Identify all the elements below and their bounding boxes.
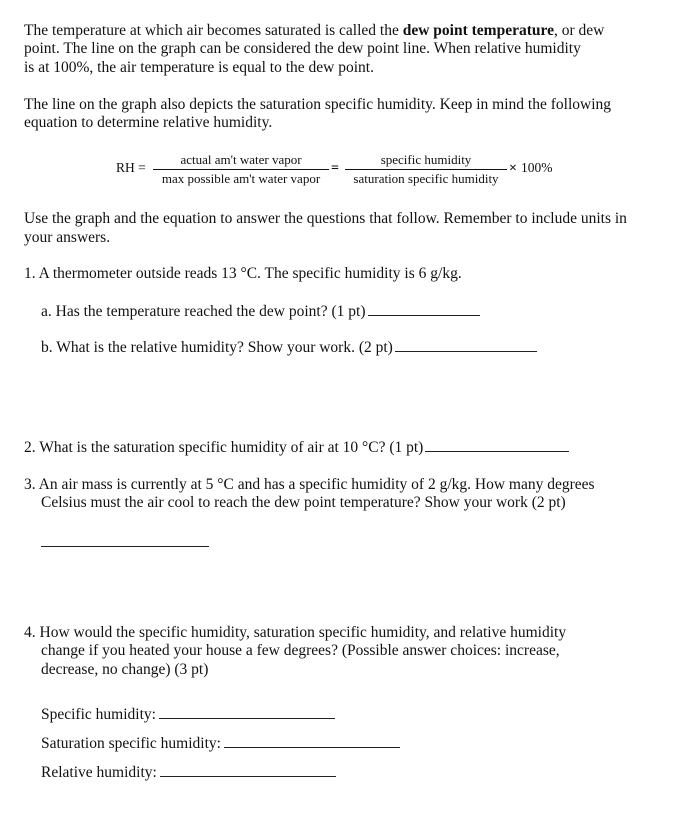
- fraction-1-denominator: max possible am't water vapor: [161, 171, 321, 186]
- question-3-line-2: Celsius must the air cool to reach the dew point temperature? Show your work (2 pt): [41, 494, 566, 511]
- relative-humidity-row: [41, 762, 336, 782]
- intro-paragraph-2-line-2: equation to determine relative humidity.: [24, 114, 273, 131]
- instructions-line-1: Use the graph and the equation to answer the questions that follow. Remember to include units in: [24, 210, 627, 227]
- intro-paragraph-1-line-1: [24, 21, 604, 40]
- intro-paragraph-2-line-1: The line on the graph also depicts the saturation specific humidity. Keep in mind the following: [24, 96, 611, 113]
- equation-equals: =: [331, 161, 339, 176]
- equation-times: ×: [509, 161, 517, 176]
- specific-humidity-blank[interactable]: [159, 704, 335, 719]
- question-2: [24, 437, 569, 457]
- specific-humidity-row: [41, 704, 335, 724]
- dew-point-term: dew point temperature: [402, 22, 554, 39]
- fraction-1-numerator: actual am't water vapor: [153, 152, 329, 170]
- saturation-humidity-row: [41, 733, 400, 753]
- question-2-text: 2. What is the saturation specific humidity of air at 10 °C? (1 pt): [24, 439, 424, 456]
- question-3-line-1: 3. An air mass is currently at 5 °C and has a specific humidity of 2 g/kg. How many degrees: [24, 476, 595, 493]
- intro-paragraph-1-line-2: point. The line on the graph can be considered the dew point line. When relative humidity: [24, 40, 581, 57]
- question-4-line-3: decrease, no change) (3 pt): [41, 661, 209, 678]
- question-1a: [41, 301, 480, 321]
- equation-percent: 100%: [521, 160, 553, 175]
- question-1: 1. A thermometer outside reads 13 °C. The specific humidity is 6 g/kg.: [24, 265, 462, 282]
- equation-fraction-1: [153, 152, 329, 187]
- question-1b-text: b. What is the relative humidity? Show your work. (2 pt): [41, 339, 393, 356]
- instructions-line-2: your answers.: [24, 229, 111, 246]
- question-1b: [41, 337, 537, 357]
- question-1a-text: a. Has the temperature reached the dew point? (1 pt): [41, 303, 366, 320]
- fraction-2-numerator: specific humidity: [345, 152, 507, 170]
- intro-text-b: , or dew: [553, 22, 605, 39]
- question-4-line-2: change if you heated your house a few degrees? (Possible answer choices: increase,: [41, 642, 560, 659]
- saturation-humidity-label: Saturation specific humidity:: [41, 735, 221, 752]
- specific-humidity-label: Specific humidity:: [41, 706, 156, 723]
- answer-2-blank[interactable]: [425, 437, 569, 452]
- relative-humidity-blank[interactable]: [160, 762, 336, 777]
- answer-3-blank[interactable]: [41, 545, 209, 547]
- equation-lhs: RH =: [116, 160, 146, 175]
- question-4-line-1: 4. How would the specific humidity, saturation specific humidity, and relative humidity: [24, 624, 567, 641]
- answer-1b-blank[interactable]: [395, 337, 537, 352]
- equation-fraction-2: [345, 152, 507, 187]
- fraction-2-denominator: saturation specific humidity: [353, 171, 499, 186]
- intro-paragraph-1-line-3: is at 100%, the air temperature is equal to the dew point.: [24, 59, 374, 76]
- saturation-humidity-blank[interactable]: [224, 733, 400, 748]
- intro-text-a: The temperature at which air becomes saturated is called the: [24, 22, 403, 39]
- relative-humidity-label: Relative humidity:: [41, 764, 157, 781]
- answer-1a-blank[interactable]: [368, 301, 480, 316]
